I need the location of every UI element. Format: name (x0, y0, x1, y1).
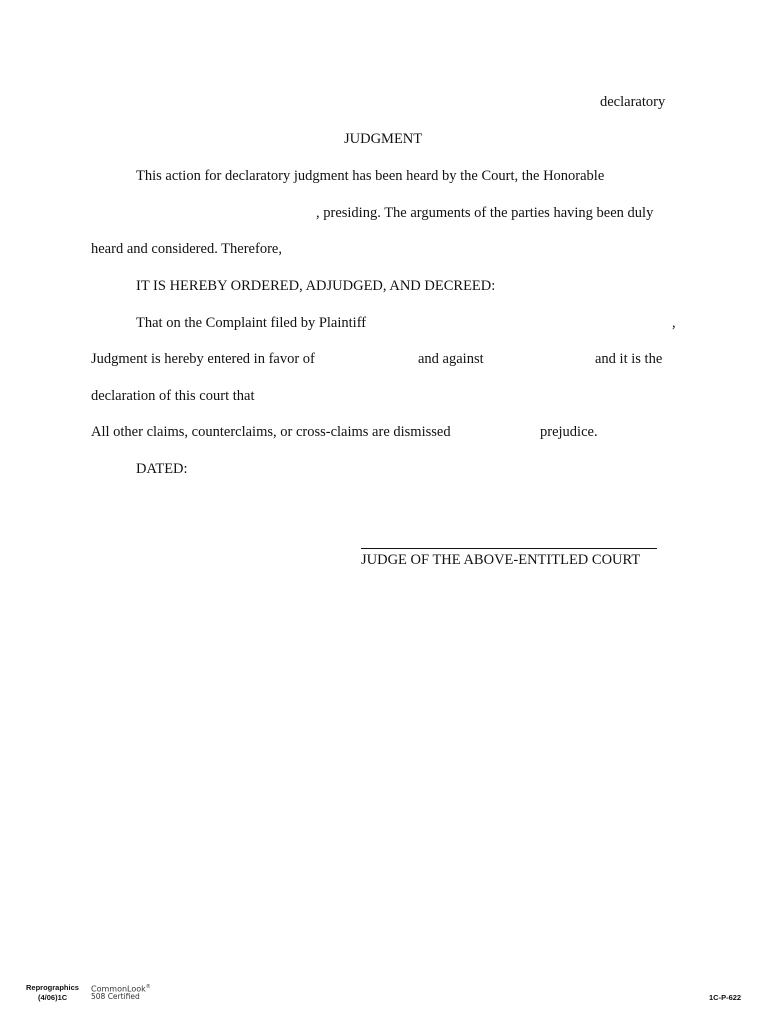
header-declaratory: declaratory (600, 94, 666, 110)
signature-line (361, 548, 657, 549)
paragraph-1-line-2: , presiding. The arguments of the parties having been duly (316, 205, 654, 221)
form-number: 1C-P-622 (709, 993, 742, 1002)
claims-line-part-2: prejudice. (540, 424, 598, 440)
claims-line-part-1: All other claims, counterclaims, or cross-claims are dismissed (91, 424, 451, 440)
logo-name: CommonLook (91, 984, 146, 994)
logo-certified: 508 Certified (91, 992, 140, 1001)
declaration-line: declaration of this court that (91, 388, 255, 404)
document-title: JUDGMENT (344, 131, 423, 147)
paragraph-1-line-3: heard and considered. Therefore, (91, 241, 282, 257)
footer-reprographics: Reprographics (26, 983, 79, 992)
signature-label: JUDGE OF THE ABOVE-ENTITLED COURT (361, 552, 641, 568)
complaint-comma: , (672, 315, 676, 331)
dated-label: DATED: (136, 461, 188, 477)
ordered-clause: IT IS HEREBY ORDERED, ADJUDGED, AND DECREED: (136, 278, 496, 294)
paragraph-1-line-1: This action for declaratory judgment has been heard by the Court, the Honorable (136, 168, 605, 184)
judgment-line-part-3: and it is the (595, 351, 663, 367)
judgment-line-part-2: and against (418, 351, 484, 367)
logo-registered-mark: ® (145, 984, 151, 990)
footer-revision: (4/06)1C (38, 993, 68, 1002)
complaint-line: That on the Complaint filed by Plaintiff (136, 315, 367, 331)
judgment-line-part-1: Judgment is hereby entered in favor of (91, 351, 315, 367)
